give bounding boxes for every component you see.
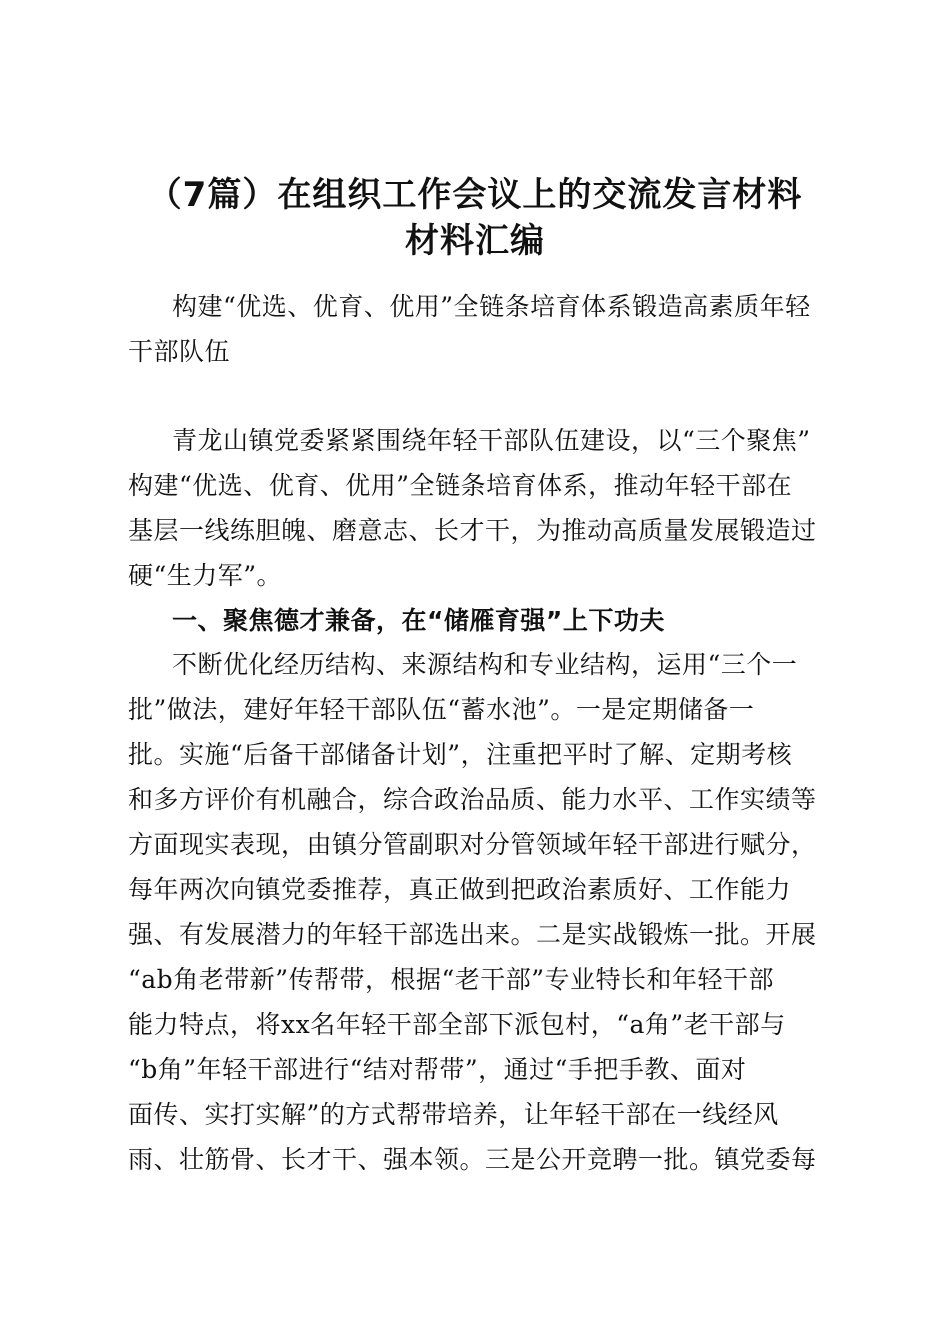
paragraph-line: 和多方评价有机融合，综合政治品质、能力水平、工作实绩等: [128, 785, 817, 814]
paragraph-line: 强、有发展潜力的年轻干部选出来。二是实战锻炼一批。开展: [128, 920, 817, 949]
paragraph-line: 批”做法，建好年轻干部队伍“蓄水池”。一是定期储备一: [128, 695, 755, 724]
paragraph-line: 方面现实表现，由镇分管副职对分管领域年轻干部进行赋分，: [128, 830, 817, 859]
paragraph-line: 构建“优选、优育、优用”全链条培育体系，推动年轻干部在: [128, 471, 793, 500]
article-subtitle: [128, 284, 828, 374]
paragraph-line: 雨、壮筋骨、长才干、强本领。三是公开竞聘一批。镇党委每: [128, 1145, 817, 1174]
paragraph-line: 青龙山镇党委紧紧围绕年轻干部队伍建设，以“三个聚焦”: [172, 426, 811, 455]
section-heading: 一、聚焦德才兼备，在“储雁育强”上下功夫: [172, 606, 665, 635]
paragraph-line: 硬“生力军”。: [128, 561, 283, 590]
subtitle-line: 构建“优选、优育、优用”全链条培育体系锻造高素质年轻: [172, 292, 811, 321]
paragraph-line: 能力特点，将xx名年轻干部全部下派包村，“a角”老干部与: [128, 1010, 786, 1039]
document-title-line-1: （7篇）在组织工作会议上的交流发言材料: [147, 175, 803, 215]
paragraph-line: “ab角老带新”传帮带，根据“老干部”专业特长和年轻干部: [128, 965, 775, 994]
paragraph-line: 基层一线练胆魄、磨意志、长才干，为推动高质量发展锻造过: [128, 516, 817, 545]
paragraph-line: 批。实施“后备干部储备计划”，注重把平时了解、定期考核: [128, 740, 793, 769]
document-title-line-2: 材料汇编: [405, 221, 545, 261]
paragraph-line: “b角”年轻干部进行“结对帮带”，通过“手把手教、面对: [128, 1055, 747, 1084]
paragraph-line: 每年两次向镇党委推荐，真正做到把政治素质好、工作能力: [128, 875, 792, 904]
subtitle-line: 干部队伍: [128, 337, 231, 366]
intro-paragraph: [128, 418, 828, 598]
paragraph-line: 不断优化经历结构、来源结构和专业结构，运用“三个一: [172, 650, 798, 679]
section-1-paragraph: [128, 642, 828, 1182]
paragraph-line: 面传、实打实解”的方式帮带培养，让年轻干部在一线经风: [128, 1100, 779, 1129]
